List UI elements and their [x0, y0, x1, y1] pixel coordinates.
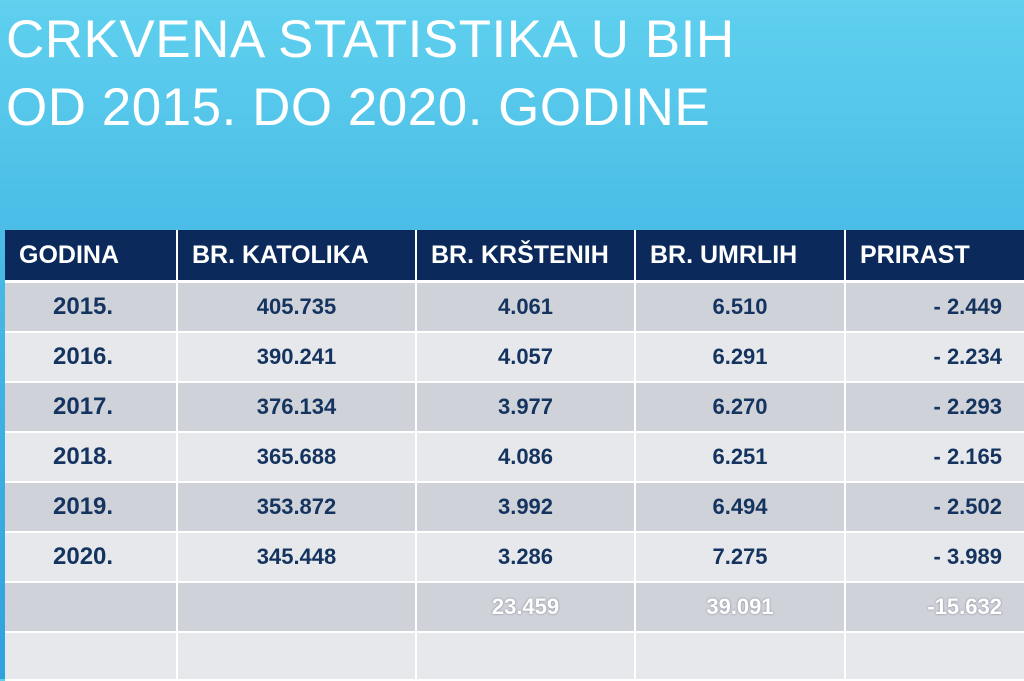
cell-year: 2016. — [5, 332, 177, 382]
cell-year: 2020. — [5, 532, 177, 582]
cell-prirast: - 2.502 — [845, 482, 1024, 532]
church-statistics-table — [5, 230, 1024, 681]
cell-krstenih: 3.992 — [416, 482, 635, 532]
empty-cell — [177, 632, 416, 680]
cell-katolika: 365.688 — [177, 432, 416, 482]
cell-krstenih: 4.057 — [416, 332, 635, 382]
empty-cell — [5, 632, 177, 680]
empty-row — [5, 632, 1024, 680]
cell-umrlih: 6.251 — [635, 432, 845, 482]
table-row — [5, 382, 1024, 432]
cell-katolika: 405.735 — [177, 282, 416, 333]
total-prirast: -15.632 — [845, 582, 1024, 632]
table-row — [5, 332, 1024, 382]
total-katolika-empty — [177, 582, 416, 632]
empty-cell — [845, 632, 1024, 680]
cell-krstenih: 3.977 — [416, 382, 635, 432]
cell-krstenih: 4.086 — [416, 432, 635, 482]
cell-prirast: - 2.165 — [845, 432, 1024, 482]
header-br-krstenih: BR. KRŠTENIH — [416, 230, 635, 282]
slide-title-line-1: CRKVENA STATISTIKA U BIH — [6, 10, 735, 69]
header-godina: GODINA — [5, 230, 177, 282]
total-krstenih: 23.459 — [416, 582, 635, 632]
cell-katolika: 353.872 — [177, 482, 416, 532]
total-year-empty — [5, 582, 177, 632]
table-row — [5, 532, 1024, 582]
cell-umrlih: 6.270 — [635, 382, 845, 432]
empty-cell — [635, 632, 845, 680]
cell-prirast: - 3.989 — [845, 532, 1024, 582]
cell-year: 2015. — [5, 282, 177, 333]
cell-prirast: - 2.293 — [845, 382, 1024, 432]
cell-prirast: - 2.234 — [845, 332, 1024, 382]
cell-umrlih: 6.291 — [635, 332, 845, 382]
empty-cell — [416, 632, 635, 680]
cell-katolika: 376.134 — [177, 382, 416, 432]
cell-year: 2017. — [5, 382, 177, 432]
totals-row — [5, 582, 1024, 632]
cell-prirast: - 2.449 — [845, 282, 1024, 333]
cell-katolika: 345.448 — [177, 532, 416, 582]
cell-umrlih: 6.510 — [635, 282, 845, 333]
table-row — [5, 282, 1024, 333]
cell-umrlih: 7.275 — [635, 532, 845, 582]
cell-year: 2019. — [5, 482, 177, 532]
header-br-katolika: BR. KATOLIKA — [177, 230, 416, 282]
header-prirast: PRIRAST — [845, 230, 1024, 282]
slide-title — [6, 6, 735, 142]
cell-year: 2018. — [5, 432, 177, 482]
total-umrlih: 39.091 — [635, 582, 845, 632]
table-row — [5, 482, 1024, 532]
slide-title-line-2: OD 2015. DO 2020. GODINE — [6, 78, 711, 137]
cell-krstenih: 3.286 — [416, 532, 635, 582]
cell-krstenih: 4.061 — [416, 282, 635, 333]
header-br-umrlih: BR. UMRLIH — [635, 230, 845, 282]
cell-umrlih: 6.494 — [635, 482, 845, 532]
table-row — [5, 432, 1024, 482]
table-header-row — [5, 230, 1024, 282]
cell-katolika: 390.241 — [177, 332, 416, 382]
